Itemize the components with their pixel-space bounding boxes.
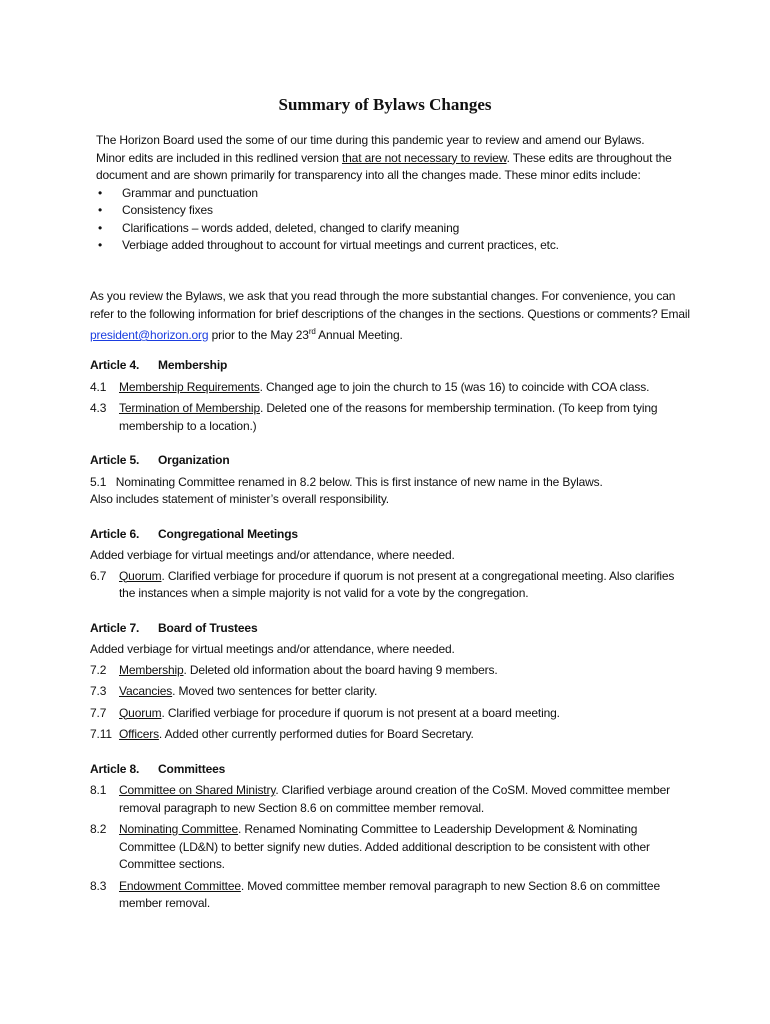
- section-number: 4.3: [90, 401, 107, 415]
- ordinal-suffix: rd: [308, 327, 316, 336]
- section-title: Nominating Committee: [119, 822, 239, 836]
- section-number: 7.7: [90, 705, 107, 720]
- article-name: Membership: [158, 358, 228, 372]
- section-number: 8.2: [90, 822, 107, 836]
- section-text: . Clarified verbiage for procedure if quorum is not present at a board meeting.: [161, 705, 560, 720]
- section-number: 8.1: [90, 783, 107, 797]
- review-text-2: prior to the May 23: [208, 328, 309, 342]
- article-heading: [90, 620, 690, 638]
- section-body: [119, 726, 690, 744]
- intro-paragraph: [96, 132, 676, 255]
- article-name: Congregational Meetings: [158, 526, 298, 541]
- article-name: Board of Trustees: [158, 620, 258, 635]
- section-number: 4.1: [90, 379, 107, 394]
- review-paragraph: [90, 288, 690, 345]
- section-title: Committee on Shared Ministry: [119, 783, 276, 797]
- section-text: . Deleted old information about the board having 9 members.: [183, 662, 498, 677]
- section-item: [90, 400, 690, 435]
- article-name: Organization: [158, 453, 230, 467]
- section-text: . Clarified verbiage around creation of the CoSM. Moved committee member removal paragraph to new Section 8.6 on committee member removal.: [119, 783, 671, 815]
- email-link[interactable]: president@horizon.org: [90, 328, 209, 342]
- section-item: [90, 705, 690, 723]
- section-text-2: Also includes statement of minister’s overall responsibility.: [90, 492, 389, 506]
- article-number: Article 4.: [90, 358, 140, 372]
- article-number: Article 5.: [90, 453, 140, 467]
- intro-text-end: . These edits are throughout the document and are shown primarily for transparency into all the changes made. These minor edits include:: [96, 150, 672, 182]
- section-body: [119, 821, 690, 874]
- article-heading: [90, 526, 690, 544]
- section-body: [119, 782, 690, 817]
- section-item: [90, 474, 690, 509]
- section-title: Endowment Committee: [119, 878, 241, 893]
- section-body: [119, 705, 690, 723]
- section-number: 7.2: [90, 662, 107, 677]
- section-item: [90, 821, 690, 874]
- section-text: . Clarified verbiage for procedure if quorum is not present at a congregational meeting. Also clarifies the instances when a simple majority is not valid for a vote by the congregation.: [119, 568, 675, 600]
- section-number: 7.3: [90, 684, 107, 698]
- article-number: Article 7.: [90, 620, 140, 635]
- section-number: 6.7: [90, 568, 107, 583]
- section-text: . Deleted one of the reasons for membership termination. (To keep from tying membership to a location.): [119, 401, 658, 433]
- section-item: [90, 683, 690, 701]
- section-body: [119, 683, 690, 701]
- section-title: Vacancies: [119, 684, 173, 698]
- article-intro: Added verbiage for virtual meetings and/or attendance, where needed.: [90, 548, 455, 562]
- article-number: Article 8.: [90, 761, 140, 776]
- review-text: As you review the Bylaws, we ask that you read through the more substantial changes. For convenience, you can refer to the following information for brief descriptions of the changes in the sections. Questions or comments? Email: [90, 289, 690, 321]
- section-item: [90, 726, 690, 744]
- section-number: 8.3: [90, 878, 107, 893]
- section-body: [119, 400, 690, 435]
- list-item: • Grammar and punctuation: [122, 185, 676, 203]
- article-name: Committees: [158, 761, 226, 776]
- article-intro: Added verbiage for virtual meetings and/or attendance, where needed.: [90, 642, 455, 656]
- intro-underlined-text: that are not necessary to review: [341, 150, 507, 165]
- article-heading: [90, 761, 690, 779]
- section-title: Termination of Membership: [119, 401, 260, 415]
- minor-edits-list: [96, 185, 676, 255]
- section-text: . Moved two sentences for better clarity.: [172, 684, 378, 698]
- page-title: Summary of Bylaws Changes: [278, 95, 492, 114]
- section-item: [90, 662, 690, 680]
- section-number: 5.1: [90, 474, 107, 489]
- section-body: [119, 662, 690, 680]
- section-number: 7.11: [90, 727, 112, 741]
- article-heading: [90, 452, 690, 470]
- list-item: • Clarifications – words added, deleted, changed to clarify meaning: [122, 220, 676, 238]
- section-body: [119, 568, 690, 603]
- article-heading: [90, 357, 690, 375]
- section-text: . Moved committee member removal paragraph to new Section 8.6 on committee member removal.: [119, 878, 660, 910]
- section-title: Membership: [119, 662, 184, 677]
- section-text: Nominating Committee renamed in 8.2 below. This is first instance of new name in the Bylaws.: [115, 474, 603, 489]
- article-number: Article 6.: [90, 526, 140, 541]
- section-text: . Added other currently performed duties for Board Secretary.: [158, 727, 474, 741]
- section-body: [119, 379, 690, 397]
- section-title: Quorum: [119, 705, 162, 720]
- section-title: Membership Requirements: [119, 379, 260, 394]
- list-item: • Consistency fixes: [122, 202, 676, 220]
- section-body: [119, 878, 690, 913]
- section-text: . Changed age to join the church to 15 (was 16) to coincide with COA class.: [259, 379, 650, 394]
- intro-text: The Horizon Board used the some of our time during this pandemic year to review and amend our Bylaws. Minor edits are included in this redlined version: [96, 133, 645, 165]
- review-text-3: Annual Meeting.: [315, 328, 403, 342]
- section-item: [90, 782, 690, 817]
- articles-section: [90, 357, 690, 917]
- section-title: Officers: [119, 727, 159, 741]
- list-item: • Verbiage added throughout to account for virtual meetings and current practices, etc.: [122, 237, 676, 255]
- section-title: Quorum: [119, 568, 162, 583]
- section-item: [90, 878, 690, 913]
- section-item: [90, 568, 690, 603]
- section-item: [90, 379, 690, 397]
- section-text: . Renamed Nominating Committee to Leadership Development & Nominating Committee (LD&N) to better signify new duties. Added additional description to be consistent with other Committee sections.: [119, 822, 650, 871]
